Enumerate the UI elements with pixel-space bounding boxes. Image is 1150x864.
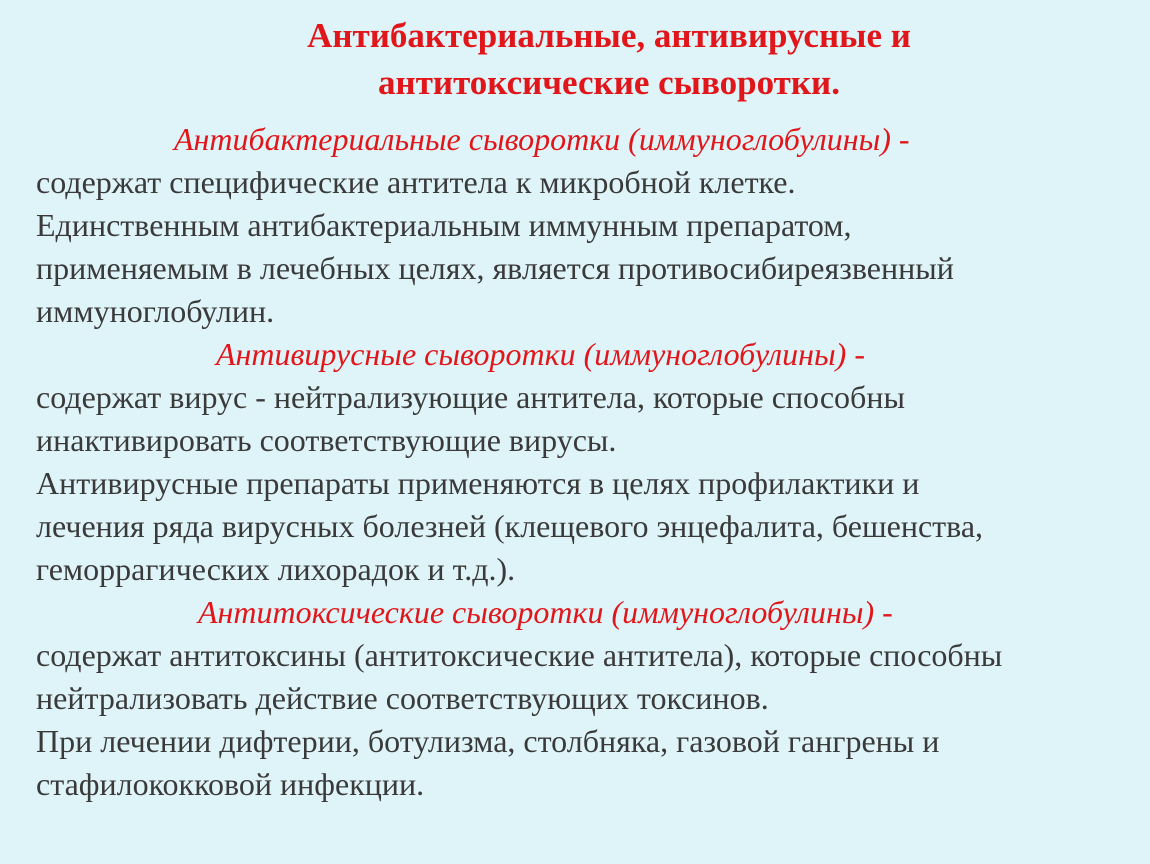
body-line: При лечении дифтерии, ботулизма, столбняка, газовой гангрены и (36, 723, 940, 759)
section-heading-antitoxic: Антитоксические сыворотки (иммуноглобулины) - (198, 594, 893, 630)
body-line: содержат вирус - нейтрализующие антитела, которые способны (36, 379, 905, 415)
title-line-1: Антибактериальные, антивирусные и (307, 16, 911, 55)
slide-title (0, 12, 1150, 106)
title-line-2: антитоксические сыворотки. (378, 63, 840, 102)
body-line: геморрагических лихорадок и т.д.). (36, 551, 516, 587)
slide-body (36, 118, 1136, 806)
body-line: содержат антитоксины (антитоксические антитела), которые способны (36, 637, 1003, 673)
body-line: стафилококковой инфекции. (36, 766, 425, 802)
section-heading-antibacterial: Антибактериальные сыворотки (иммуноглобулины) - (174, 121, 910, 157)
body-line: лечения ряда вирусных болезней (клещевого энцефалита, бешенства, (36, 508, 984, 544)
body-line: Антивирусные препараты применяются в целях профилактики и (36, 465, 920, 501)
body-line: инактивировать соответствующие вирусы. (36, 422, 617, 458)
body-line: содержат специфические антитела к микробной клетке. (36, 164, 796, 200)
body-line: применяемым в лечебных целях, является противосибиреязвенный (36, 250, 954, 286)
body-line: Единственным антибактериальным иммунным препаратом, (36, 207, 852, 243)
body-line: иммуноглобулин. (36, 293, 275, 329)
body-line: нейтрализовать действие соответствующих токсинов. (36, 680, 769, 716)
section-heading-antiviral: Антивирусные сыворотки (иммуноглобулины) - (216, 336, 865, 372)
